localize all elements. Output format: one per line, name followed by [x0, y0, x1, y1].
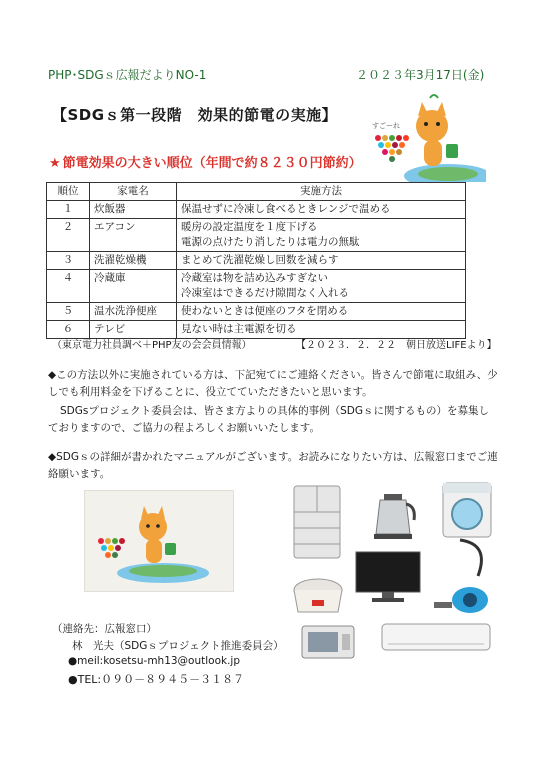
- method-line: 暖房の設定温度を１度下げる: [181, 221, 318, 233]
- logo-text: すごーれ: [372, 122, 400, 130]
- bag-icon: [446, 144, 458, 158]
- paragraph-project-committee: SDGsプロジェクト委員会は、皆さま方よりの具体的事例（SDGｓに関するもの）を募集しておりますので、ご協力の程よろしくお願いいたします。: [48, 405, 490, 434]
- contact-email: ●meil:kosetsu-mh13@outlook.jp: [68, 655, 241, 667]
- table-row: [47, 201, 466, 219]
- rank-cell: ４: [47, 270, 90, 303]
- hearts-icon: [375, 135, 409, 162]
- rank-cell: ２: [47, 219, 90, 252]
- power-saving-table: [46, 182, 466, 339]
- mascot-illustration: [84, 490, 234, 592]
- mascot-icon: [85, 491, 233, 591]
- sprout-icon: [430, 95, 438, 98]
- rice-cooker-icon: [290, 574, 346, 618]
- table-row: [47, 252, 466, 270]
- appliance-cell: 温水洗浄便座: [90, 303, 177, 321]
- rank-cell: ３: [47, 252, 90, 270]
- source-note-right: 【２０２３．２．２２ 朝日放送LIFEより】: [296, 340, 497, 351]
- document-title: 【SDGｓ第一段階 効果的節電の実施】: [52, 106, 338, 124]
- rank-cell: ５: [47, 303, 90, 321]
- method-cell: [177, 219, 466, 252]
- contact-phone: ●TEL:０９０－８９４５－３１８７: [68, 673, 245, 686]
- method-cell: 見ない時は主電源を切る: [177, 321, 466, 339]
- contact-name: 林 光夫（SDGｓプロジェクト推進委員会）: [72, 640, 284, 652]
- header-method: 実施方法: [177, 183, 466, 201]
- air-conditioner-icon: [380, 622, 492, 654]
- table-row: [47, 270, 466, 303]
- method-cell: 使わないときは便座のフタを閉める: [177, 303, 466, 321]
- rank-cell: １: [47, 201, 90, 219]
- method-line: 冷蔵室は物を詰め込みすぎない: [181, 272, 328, 284]
- header-appliance: 家電名: [90, 183, 177, 201]
- header-rank: 順位: [47, 183, 90, 201]
- paragraph-contact-request: ◆この方法以外に実施されている方は、下記宛てにご連絡ください。皆さんで節電に取組み、少しでも利用料金を下げることに、役立てていただきたいと思います。: [48, 369, 498, 398]
- appliance-cell: 洗濯乾燥機: [90, 252, 177, 270]
- header-left: PHP･SDGｓ広報だよりNO-1: [48, 68, 207, 82]
- star-icon: ★: [49, 156, 61, 171]
- subtitle: [49, 152, 362, 171]
- method-cell: まとめて洗濯乾燥し回数を減らす: [177, 252, 466, 270]
- method-cell: [177, 270, 466, 303]
- appliance-cell: エアコン: [90, 219, 177, 252]
- appliance-cell: テレビ: [90, 321, 177, 339]
- sdgs-mascot-logo: [368, 92, 486, 182]
- table-header-row: [47, 183, 466, 201]
- method-cell: 保温せずに冷凍し食べるときレンジで温める: [177, 201, 466, 219]
- refrigerator-icon: [290, 484, 346, 562]
- contact-label: （連絡先：広報窓口）: [52, 623, 157, 635]
- kettle-icon: [368, 488, 418, 540]
- appliance-cell: 炊飯器: [90, 201, 177, 219]
- method-line: 冷凍室はできるだけ隙間なく入れる: [181, 287, 349, 299]
- vacuum-cleaner-icon: [430, 536, 494, 616]
- subtitle-text: 節電効果の大きい順位（年間で約８２３０円節約）: [62, 156, 362, 171]
- washing-machine-icon: [440, 480, 494, 540]
- table-row: [47, 219, 466, 252]
- method-line: 電源の点けたり消したりは電力の無駄: [181, 236, 360, 248]
- appliance-cell: 冷蔵庫: [90, 270, 177, 303]
- television-icon: [352, 550, 424, 604]
- microwave-icon: [300, 624, 356, 660]
- table-row: [47, 303, 466, 321]
- rank-cell: ６: [47, 321, 90, 339]
- source-note-left: （東京電力社員調べ＋PHP友の会会員情報）: [52, 340, 252, 351]
- header-date: ２０２３年3月17日(金): [356, 68, 485, 82]
- paragraph-manual: ◆SDGｓの詳細が書かれたマニュアルがございます。お読みになりたい方は、広報窓口までご連絡願います。: [48, 451, 498, 480]
